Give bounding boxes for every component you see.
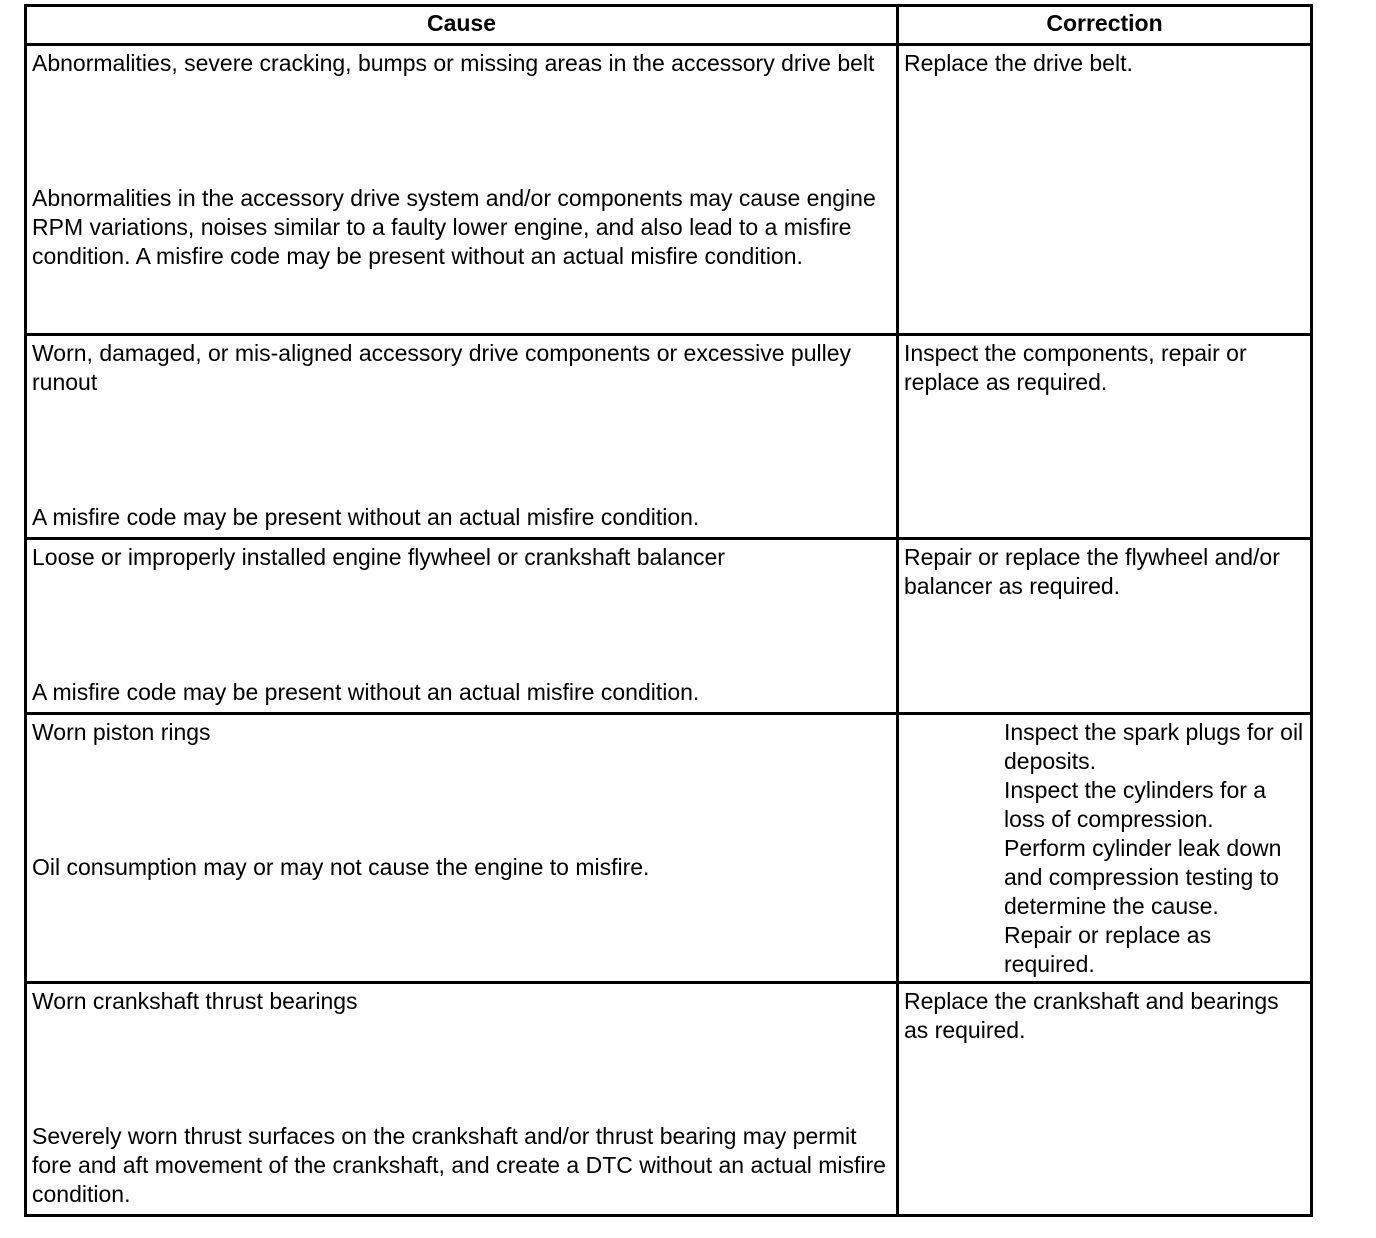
table-row (26, 45, 1312, 335)
correction-cell (898, 714, 1312, 983)
correction-steps (904, 718, 1305, 979)
list-item: Inspect the spark plugs for oil deposits. (1004, 719, 1304, 774)
list-item: Repair or replace as required. (1004, 922, 1212, 977)
correction-cell: Repair or replace the flywheel and/or balancer as required. (898, 539, 1312, 714)
header-cause: Cause (26, 6, 898, 45)
cause-cell (26, 45, 898, 335)
table-row (26, 539, 1312, 714)
cause-cell (26, 983, 898, 1216)
list-item: Inspect the cylinders for a loss of compression. (1004, 777, 1267, 832)
diagnosis-table (24, 4, 1313, 1217)
cause-note: Abnormalities in the accessory drive system and/or components may cause engine RPM variations, noises similar to a faulty lower engine, and also lead to a misfire condition. A misfire code may be present without an actual misfire condition. (32, 185, 876, 269)
cause-cell (26, 714, 898, 983)
cause-text: Loose or improperly installed engine flywheel or crankshaft balancer (32, 544, 725, 570)
cause-note: A misfire code may be present without an actual misfire condition. (32, 504, 700, 530)
correction-cell: Replace the drive belt. (898, 45, 1312, 335)
header-correction: Correction (898, 6, 1312, 45)
cause-note: A misfire code may be present without an actual misfire condition. (32, 679, 700, 705)
header-row (26, 6, 1312, 45)
cause-note: Oil consumption may or may not cause the engine to misfire. (32, 854, 650, 880)
cause-text: Worn crankshaft thrust bearings (32, 988, 358, 1014)
cause-cell (26, 335, 898, 539)
cause-text: Worn piston rings (32, 719, 211, 745)
cause-text: Abnormalities, severe cracking, bumps or missing areas in the accessory drive belt (32, 50, 875, 76)
cause-note: Severely worn thrust surfaces on the crankshaft and/or thrust bearing may permit fore and aft movement of the crankshaft, and create a DTC without an actual misfire condition. (32, 1123, 886, 1207)
cause-cell (26, 539, 898, 714)
correction-cell: Replace the crankshaft and bearings as required. (898, 983, 1312, 1216)
table-row (26, 335, 1312, 539)
table-row (26, 983, 1312, 1216)
table-row (26, 714, 1312, 983)
correction-cell: Inspect the components, repair or replace as required. (898, 335, 1312, 539)
list-item: Perform cylinder leak down and compression testing to determine the cause. (1004, 835, 1282, 919)
cause-text: Worn, damaged, or mis-aligned accessory drive components or excessive pulley runout (32, 340, 852, 395)
